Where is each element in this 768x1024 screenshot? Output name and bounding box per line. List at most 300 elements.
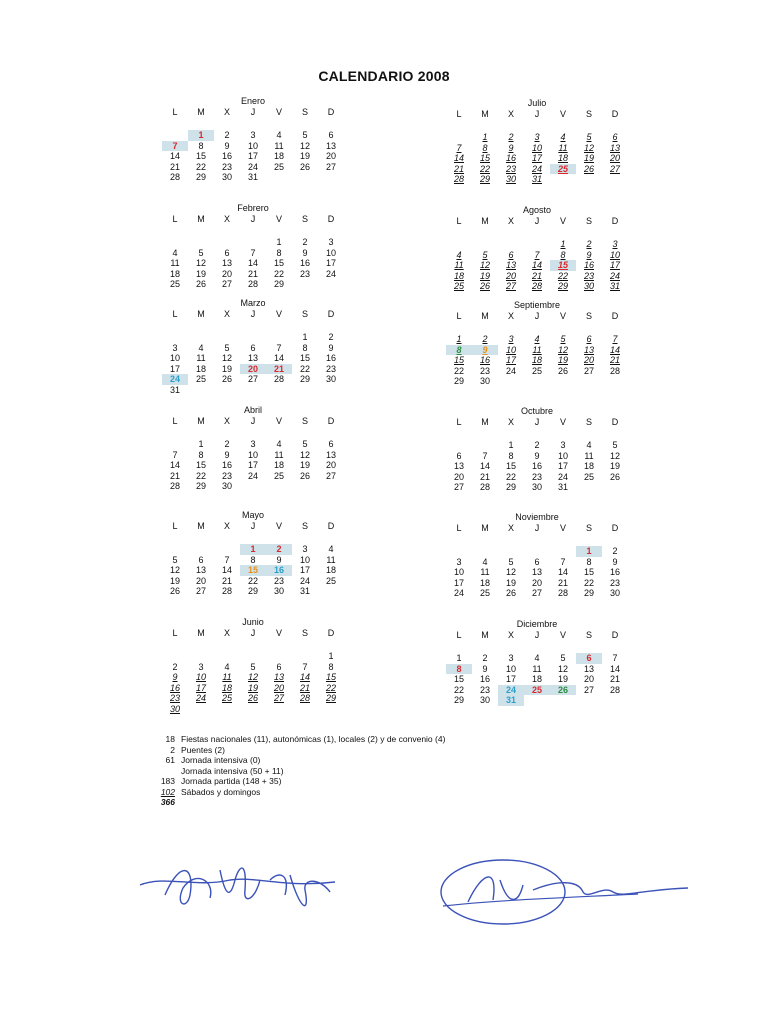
day-cell: 20 bbox=[195, 575, 206, 586]
day-cell: 15 bbox=[453, 355, 464, 365]
weekday-header: D bbox=[611, 216, 619, 226]
day-cell: 14 bbox=[531, 260, 542, 270]
day-cell: 26 bbox=[583, 163, 594, 174]
day-cell: 4 bbox=[560, 132, 566, 142]
day-cell: 21 bbox=[221, 575, 232, 586]
day-cell: 20 bbox=[273, 682, 284, 693]
day-cell: 8 bbox=[328, 661, 334, 672]
day-cell: 8 bbox=[198, 449, 204, 460]
day-cell: 15 bbox=[505, 461, 516, 471]
day-cell: 19 bbox=[221, 363, 232, 374]
weekday-header: J bbox=[250, 309, 256, 319]
day-cell: 10 bbox=[325, 247, 336, 258]
weekday-header: M bbox=[481, 216, 489, 226]
month-name: Diciembre bbox=[516, 619, 558, 629]
weekday-header: J bbox=[534, 311, 540, 321]
day-cell: 15 bbox=[299, 353, 310, 363]
day-cell: 26 bbox=[299, 161, 310, 172]
legend-count: 61 bbox=[165, 755, 175, 765]
day-cell: 21 bbox=[266, 364, 292, 375]
day-cell: 30 bbox=[531, 482, 542, 492]
weekday-header: V bbox=[559, 216, 566, 226]
day-cell: 21 bbox=[299, 682, 310, 693]
day-cell: 17 bbox=[453, 577, 464, 588]
day-cell: 13 bbox=[195, 565, 206, 575]
day-cell: 26 bbox=[550, 685, 576, 696]
day-cell: 26 bbox=[609, 471, 620, 482]
day-cell: 7 bbox=[456, 142, 462, 153]
day-cell: 13 bbox=[505, 260, 516, 270]
day-cell: 3 bbox=[250, 439, 256, 449]
day-cell: 23 bbox=[299, 268, 310, 279]
weekday-header: J bbox=[250, 214, 256, 224]
day-cell: 24 bbox=[453, 588, 464, 598]
weekday-header: D bbox=[327, 628, 335, 638]
day-cell: 27 bbox=[221, 279, 232, 289]
weekday-header: D bbox=[611, 417, 619, 427]
day-cell: 19 bbox=[299, 151, 310, 161]
day-cell: 9 bbox=[508, 142, 514, 153]
legend-label: Fiestas nacionales (11), autonómicas (1), locales (2) y de convenio (4) bbox=[181, 734, 446, 744]
day-cell: 17 bbox=[169, 363, 180, 374]
weekday-header: X bbox=[507, 311, 514, 321]
day-cell: 22 bbox=[325, 682, 336, 693]
day-cell: 16 bbox=[583, 260, 594, 270]
weekday-header: L bbox=[172, 521, 178, 531]
weekday-header: X bbox=[223, 214, 230, 224]
month-name: Octubre bbox=[520, 406, 553, 416]
day-cell: 15 bbox=[453, 674, 464, 684]
day-cell: 5 bbox=[250, 661, 256, 672]
day-cell: 28 bbox=[221, 586, 232, 596]
day-cell: 20 bbox=[453, 471, 464, 482]
day-cell: 30 bbox=[609, 588, 620, 598]
day-cell: 28 bbox=[609, 684, 620, 695]
day-cell: 22 bbox=[505, 471, 516, 482]
day-cell: 4 bbox=[172, 247, 178, 258]
day-cell: 19 bbox=[479, 270, 490, 281]
day-cell: 3 bbox=[302, 544, 308, 554]
day-cell: 13 bbox=[247, 353, 258, 363]
day-cell: 4 bbox=[456, 249, 462, 260]
day-cell: 12 bbox=[583, 142, 594, 153]
weekday-header: S bbox=[585, 523, 592, 533]
day-cell: 14 bbox=[247, 258, 258, 268]
legend-count: 183 bbox=[160, 776, 175, 786]
day-cell: 15 bbox=[325, 672, 336, 682]
day-cell: 14 bbox=[169, 460, 180, 470]
month-name: Julio bbox=[527, 98, 547, 108]
day-cell: 12 bbox=[609, 450, 620, 461]
day-cell: 9 bbox=[276, 554, 282, 565]
weekday-header: D bbox=[611, 630, 619, 640]
day-cell: 6 bbox=[198, 554, 204, 565]
day-cell: 25 bbox=[531, 365, 542, 376]
day-cell: 25 bbox=[550, 164, 576, 175]
weekday-header: M bbox=[481, 109, 489, 119]
day-cell: 5 bbox=[586, 132, 592, 142]
day-cell: 8 bbox=[198, 140, 204, 151]
day-cell: 13 bbox=[583, 663, 594, 674]
day-cell: 1 bbox=[508, 440, 514, 450]
day-cell: 16 bbox=[299, 258, 310, 268]
day-cell: 18 bbox=[273, 151, 284, 161]
day-cell: 19 bbox=[195, 268, 206, 279]
day-cell: 24 bbox=[195, 693, 206, 703]
weekday-header: D bbox=[611, 109, 619, 119]
day-cell: 16 bbox=[609, 567, 620, 577]
day-cell: 21 bbox=[169, 161, 180, 172]
weekday-header: X bbox=[223, 309, 230, 319]
day-cell: 16 bbox=[221, 460, 232, 470]
day-cell: 29 bbox=[247, 586, 258, 596]
day-cell: 21 bbox=[479, 471, 490, 482]
day-cell: 1 bbox=[456, 334, 462, 344]
weekday-header: L bbox=[172, 416, 178, 426]
day-cell: 21 bbox=[169, 470, 180, 481]
legend-label: Jornada partida (148 + 35) bbox=[181, 776, 282, 786]
weekday-header: L bbox=[456, 523, 462, 533]
weekday-header: V bbox=[559, 311, 566, 321]
day-cell: 26 bbox=[479, 281, 490, 291]
day-cell: 3 bbox=[198, 661, 204, 672]
day-cell: 25 bbox=[325, 575, 336, 586]
weekday-header: M bbox=[197, 309, 205, 319]
day-cell: 23 bbox=[583, 270, 594, 281]
day-cell: 5 bbox=[560, 653, 566, 663]
day-cell: 26 bbox=[247, 693, 258, 703]
day-cell: 18 bbox=[557, 153, 568, 163]
day-cell: 16 bbox=[479, 355, 490, 365]
day-cell: 23 bbox=[505, 163, 516, 174]
day-cell: 2 bbox=[482, 653, 488, 663]
month-name: Marzo bbox=[240, 298, 266, 308]
day-cell: 7 bbox=[612, 653, 618, 663]
day-cell: 25 bbox=[169, 279, 180, 289]
day-cell: 24 bbox=[247, 470, 258, 481]
day-cell: 18 bbox=[479, 577, 490, 588]
day-cell: 10 bbox=[195, 672, 206, 682]
weekday-header: S bbox=[585, 417, 592, 427]
day-cell: 29 bbox=[195, 172, 206, 182]
day-cell: 9 bbox=[328, 342, 334, 353]
weekday-header: J bbox=[250, 521, 256, 531]
day-cell: 4 bbox=[482, 556, 488, 567]
day-cell: 11 bbox=[558, 142, 568, 153]
day-cell: 24 bbox=[247, 161, 258, 172]
day-cell: 3 bbox=[172, 342, 178, 353]
day-cell: 10 bbox=[299, 554, 310, 565]
day-cell: 5 bbox=[172, 554, 178, 565]
day-cell: 6 bbox=[456, 450, 462, 461]
day-cell: 1 bbox=[576, 546, 602, 557]
day-cell: 17 bbox=[325, 258, 336, 268]
day-cell: 3 bbox=[456, 556, 462, 567]
day-cell: 14 bbox=[479, 461, 490, 471]
weekday-header: S bbox=[301, 309, 308, 319]
weekday-header: X bbox=[507, 216, 514, 226]
day-cell: 26 bbox=[221, 374, 232, 384]
day-cell: 25 bbox=[453, 281, 464, 291]
day-cell: 2 bbox=[534, 440, 540, 450]
signature-right bbox=[438, 850, 693, 930]
month-name: Agosto bbox=[522, 205, 552, 215]
day-cell: 28 bbox=[453, 174, 464, 184]
day-cell: 17 bbox=[299, 565, 310, 575]
day-cell: 7 bbox=[302, 661, 308, 672]
weekday-header: M bbox=[197, 214, 205, 224]
month-name: Abril bbox=[243, 405, 262, 415]
day-cell: 19 bbox=[557, 355, 568, 365]
weekday-header: X bbox=[507, 630, 514, 640]
day-cell: 3 bbox=[534, 132, 540, 142]
day-cell: 29 bbox=[479, 174, 490, 184]
day-cell: 13 bbox=[583, 344, 594, 355]
day-cell: 6 bbox=[612, 132, 618, 142]
day-cell: 30 bbox=[583, 281, 594, 291]
day-cell: 2 bbox=[266, 544, 292, 555]
day-cell: 18 bbox=[531, 355, 542, 365]
day-cell: 20 bbox=[583, 355, 594, 365]
day-cell: 22 bbox=[453, 684, 464, 695]
weekday-header: M bbox=[481, 630, 489, 640]
day-cell: 3 bbox=[612, 239, 618, 249]
day-cell: 28 bbox=[299, 693, 310, 703]
day-cell: 12 bbox=[169, 565, 180, 575]
day-cell: 22 bbox=[195, 470, 206, 481]
day-cell: 28 bbox=[273, 374, 284, 384]
weekday-header: V bbox=[559, 417, 566, 427]
weekday-header: D bbox=[327, 214, 335, 224]
day-cell: 4 bbox=[198, 342, 204, 353]
day-cell: 12 bbox=[195, 258, 206, 268]
day-cell: 11 bbox=[170, 258, 180, 268]
day-cell: 9 bbox=[172, 672, 178, 682]
day-cell: 14 bbox=[609, 344, 620, 355]
day-cell: 30 bbox=[505, 174, 516, 184]
day-cell: 25 bbox=[583, 471, 594, 482]
day-cell: 6 bbox=[328, 439, 334, 449]
day-cell: 9 bbox=[586, 249, 592, 260]
day-cell: 20 bbox=[505, 270, 516, 281]
weekday-header: V bbox=[275, 107, 282, 117]
day-cell: 5 bbox=[482, 249, 488, 260]
day-cell: 12 bbox=[557, 344, 568, 355]
day-cell: 30 bbox=[169, 703, 180, 714]
day-cell: 8 bbox=[276, 247, 282, 258]
page-title: CALENDARIO 2008 bbox=[318, 68, 450, 84]
weekday-header: J bbox=[534, 216, 540, 226]
day-cell: 23 bbox=[479, 365, 490, 376]
day-cell: 23 bbox=[221, 470, 232, 481]
day-cell: 18 bbox=[325, 565, 336, 575]
weekday-header: V bbox=[559, 630, 566, 640]
day-cell: 7 bbox=[172, 449, 178, 460]
day-cell: 2 bbox=[586, 239, 592, 249]
legend-label: Jornada intensiva (50 + 11) bbox=[181, 765, 284, 776]
day-cell: 15 bbox=[583, 567, 594, 577]
day-cell: 12 bbox=[557, 663, 568, 674]
weekday-header: V bbox=[275, 628, 282, 638]
weekday-header: M bbox=[197, 107, 205, 117]
day-cell: 6 bbox=[276, 661, 282, 672]
day-cell: 11 bbox=[274, 449, 284, 460]
day-cell: 20 bbox=[531, 577, 542, 588]
day-cell: 9 bbox=[612, 556, 618, 567]
day-cell: 5 bbox=[508, 556, 514, 567]
day-cell: 28 bbox=[247, 279, 258, 289]
day-cell: 14 bbox=[221, 565, 232, 575]
weekday-header: X bbox=[507, 109, 514, 119]
day-cell: 14 bbox=[169, 151, 180, 161]
weekday-header: D bbox=[611, 523, 619, 533]
day-cell: 7 bbox=[276, 342, 282, 353]
day-cell: 28 bbox=[169, 481, 180, 491]
weekday-header: V bbox=[275, 309, 282, 319]
day-cell: 31 bbox=[609, 281, 620, 291]
day-cell: 17 bbox=[247, 460, 258, 470]
weekday-header: M bbox=[197, 628, 205, 638]
day-cell: 18 bbox=[273, 460, 284, 470]
month-name: Febrero bbox=[237, 203, 269, 213]
day-cell: 5 bbox=[224, 342, 230, 353]
day-cell: 26 bbox=[505, 588, 516, 598]
day-cell: 23 bbox=[325, 363, 336, 374]
day-cell: 11 bbox=[480, 567, 490, 577]
day-cell: 27 bbox=[505, 281, 516, 291]
day-cell: 19 bbox=[169, 575, 180, 586]
weekday-header: M bbox=[197, 416, 205, 426]
weekday-header: D bbox=[327, 309, 335, 319]
day-cell: 2 bbox=[224, 439, 230, 449]
day-cell: 27 bbox=[583, 365, 594, 376]
weekday-header: J bbox=[534, 523, 540, 533]
day-cell: 16 bbox=[221, 151, 232, 161]
day-cell: 22 bbox=[299, 363, 310, 374]
day-cell: 1 bbox=[482, 132, 488, 142]
day-cell: 1 bbox=[456, 653, 462, 663]
day-cell: 29 bbox=[557, 281, 568, 291]
day-cell: 24 bbox=[531, 163, 542, 174]
day-cell: 6 bbox=[576, 653, 602, 664]
day-cell: 9 bbox=[224, 140, 230, 151]
day-cell: 17 bbox=[557, 461, 568, 471]
day-cell: 31 bbox=[498, 695, 524, 706]
day-cell: 5 bbox=[612, 440, 618, 450]
day-cell: 21 bbox=[247, 268, 258, 279]
day-cell: 16 bbox=[531, 461, 542, 471]
weekday-header: L bbox=[456, 216, 462, 226]
day-cell: 22 bbox=[453, 365, 464, 376]
legend-label: Sábados y domingos bbox=[181, 786, 261, 797]
weekday-header: L bbox=[172, 309, 178, 319]
day-cell: 31 bbox=[299, 586, 310, 596]
day-cell: 24 bbox=[557, 471, 568, 482]
day-cell: 23 bbox=[609, 577, 620, 588]
day-cell: 17 bbox=[247, 151, 258, 161]
day-cell: 17 bbox=[505, 355, 516, 365]
day-cell: 2 bbox=[482, 334, 488, 344]
weekday-header: D bbox=[327, 521, 335, 531]
weekday-header: S bbox=[585, 630, 592, 640]
day-cell: 22 bbox=[273, 268, 284, 279]
day-cell: 25 bbox=[221, 693, 232, 703]
day-cell: 2 bbox=[172, 661, 178, 672]
day-cell: 20 bbox=[325, 151, 336, 161]
day-cell: 18 bbox=[531, 674, 542, 684]
day-cell: 12 bbox=[247, 672, 258, 682]
day-cell: 12 bbox=[505, 567, 516, 577]
day-cell: 4 bbox=[276, 130, 282, 140]
day-cell: 27 bbox=[609, 163, 620, 174]
day-cell: 11 bbox=[454, 260, 464, 270]
day-cell: 19 bbox=[247, 682, 258, 693]
day-cell: 30 bbox=[479, 376, 490, 386]
day-cell: 8 bbox=[446, 345, 472, 356]
day-cell: 21 bbox=[453, 163, 464, 174]
day-cell: 19 bbox=[583, 153, 594, 163]
day-cell: 8 bbox=[508, 450, 514, 461]
day-cell: 5 bbox=[560, 334, 566, 344]
day-cell: 30 bbox=[221, 481, 232, 491]
day-cell: 14 bbox=[557, 567, 568, 577]
day-cell: 1 bbox=[560, 239, 566, 249]
day-cell: 19 bbox=[609, 461, 620, 471]
day-cell: 13 bbox=[325, 140, 336, 151]
day-cell: 4 bbox=[276, 439, 282, 449]
day-cell: 27 bbox=[247, 374, 258, 384]
day-cell: 27 bbox=[195, 586, 206, 596]
day-cell: 15 bbox=[273, 258, 284, 268]
day-cell: 27 bbox=[583, 684, 594, 695]
day-cell: 29 bbox=[299, 374, 310, 384]
day-cell: 6 bbox=[508, 249, 514, 260]
day-cell: 3 bbox=[250, 130, 256, 140]
weekday-header: J bbox=[250, 416, 256, 426]
weekday-header: D bbox=[327, 107, 335, 117]
day-cell: 20 bbox=[221, 268, 232, 279]
weekday-header: M bbox=[481, 523, 489, 533]
day-cell: 5 bbox=[198, 247, 204, 258]
day-cell: 26 bbox=[557, 365, 568, 376]
weekday-header: M bbox=[481, 417, 489, 427]
day-cell: 23 bbox=[479, 684, 490, 695]
weekday-header: J bbox=[534, 417, 540, 427]
day-cell: 3 bbox=[328, 237, 334, 247]
day-cell: 18 bbox=[453, 270, 464, 281]
day-cell: 8 bbox=[302, 342, 308, 353]
signature-left bbox=[135, 850, 345, 920]
day-cell: 25 bbox=[479, 588, 490, 598]
day-cell: 29 bbox=[273, 279, 284, 289]
day-cell: 5 bbox=[302, 130, 308, 140]
day-cell: 22 bbox=[583, 577, 594, 588]
day-cell: 12 bbox=[479, 260, 490, 270]
day-cell: 30 bbox=[325, 374, 336, 384]
month-name: Enero bbox=[240, 96, 266, 106]
day-cell: 30 bbox=[221, 172, 232, 182]
weekday-header: V bbox=[559, 523, 566, 533]
day-cell: 28 bbox=[531, 281, 542, 291]
weekday-header: J bbox=[250, 628, 256, 638]
month-name: Mayo bbox=[241, 510, 264, 520]
day-cell: 1 bbox=[328, 651, 334, 661]
day-cell: 10 bbox=[505, 344, 516, 355]
month-name: Noviembre bbox=[515, 512, 559, 522]
weekday-header: L bbox=[456, 630, 462, 640]
day-cell: 11 bbox=[584, 450, 594, 461]
day-cell: 2 bbox=[328, 332, 334, 342]
